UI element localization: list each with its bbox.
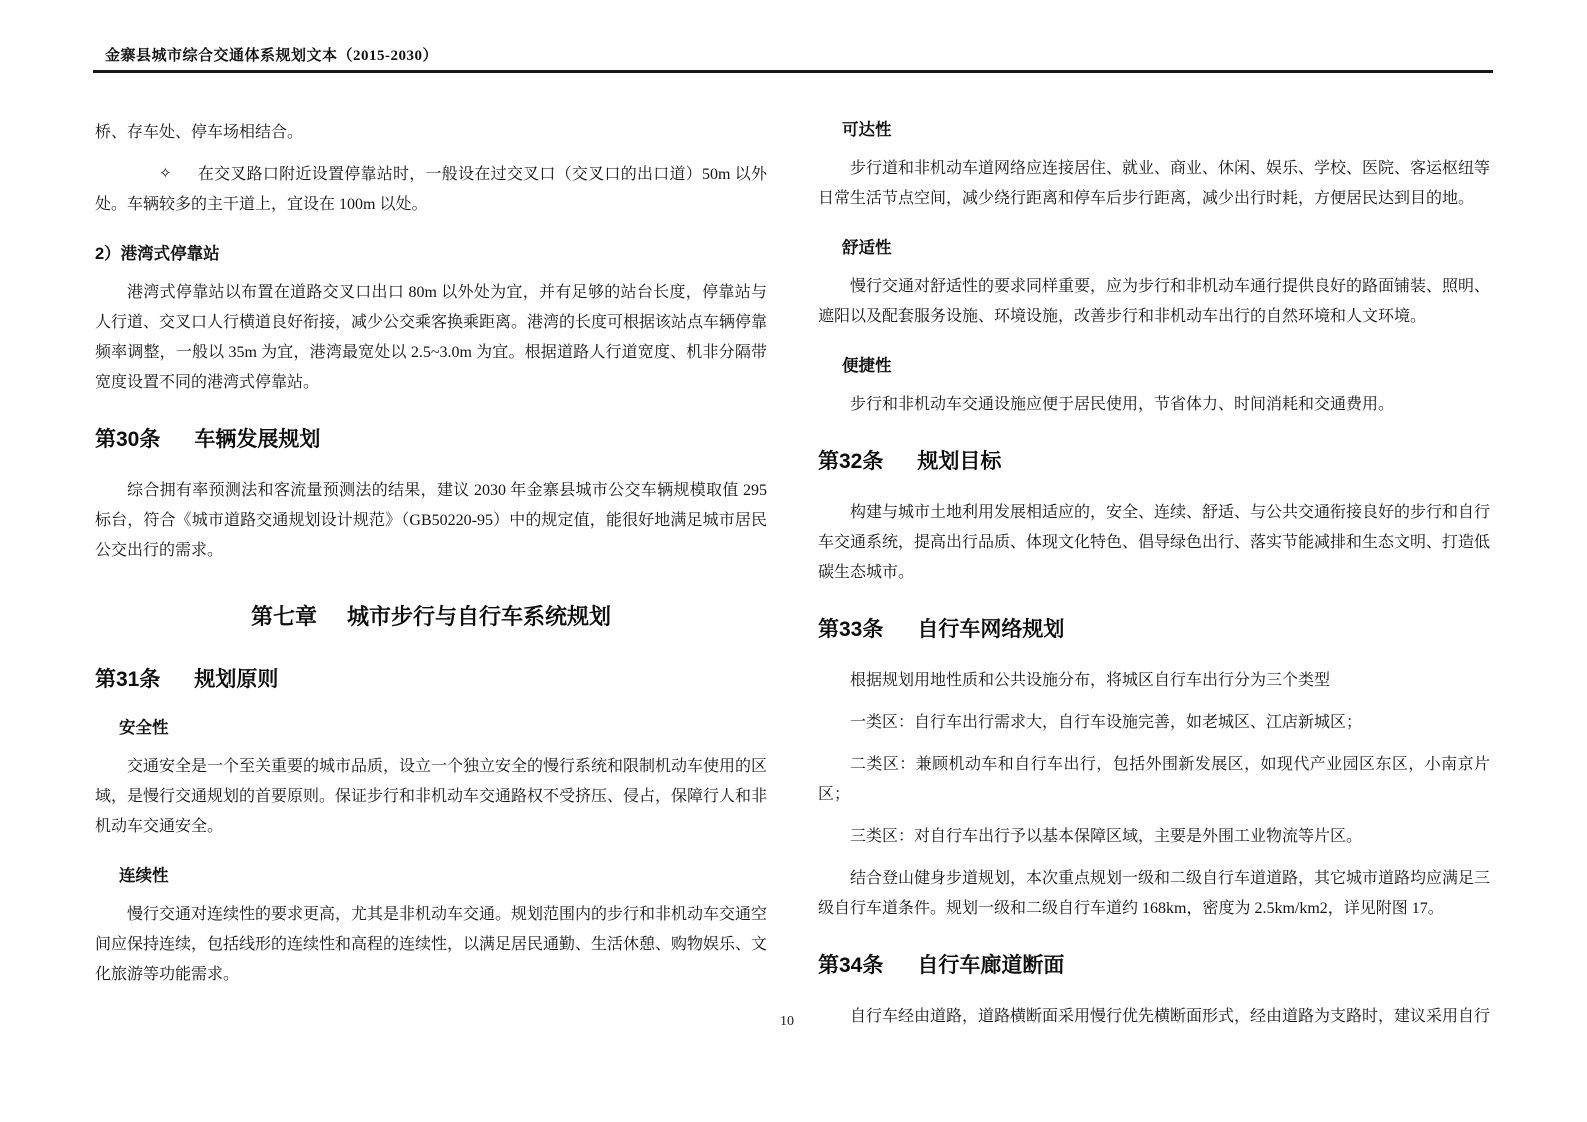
article-heading-33 bbox=[818, 616, 1490, 644]
paragraph-zone-3: 三类区：对自行车出行予以基本保障区域，主要是外围工业物流等片区。 bbox=[850, 828, 1363, 845]
page-number: 10 bbox=[780, 1014, 794, 1029]
subheading-safety: 安全性 bbox=[119, 719, 169, 737]
chapter-heading-7 bbox=[95, 602, 767, 632]
article-title: 自行车网络规划 bbox=[917, 618, 1065, 641]
article-title: 规划原则 bbox=[194, 668, 279, 691]
paragraph-article-30: 综合拥有率预测法和客流量预测法的结果，建议 2030 年金寨县城市公交车辆规模取值 295 标台，符合《城市道路交通规划设计规范》（GB50220-95）中的规定值，能很好地满足城市居民公交出行的需求。 bbox=[95, 482, 767, 559]
article-number: 第33条 bbox=[818, 618, 884, 641]
subheading-convenience: 便捷性 bbox=[842, 357, 892, 375]
paragraph-harbor-stop: 港湾式停靠站以布置在道路交叉口出口 80m 以外处为宜，并有足够的站台长度，停靠站与人行道、交叉口人行横道良好衔接，减少公交乘客换乘距离。港湾的长度可根据该站点车辆停靠频率调整，一般以 35m 为宜，港湾最宽处以 2.5~3.0m 为宜。根据道路人行道宽度、机非分隔带宽度设置不同的港湾式停靠站。 bbox=[95, 284, 768, 391]
document-title: 金寨县城市综合交通体系规划文本（2015-2030） bbox=[105, 48, 438, 64]
article-heading-31 bbox=[95, 666, 767, 694]
paragraph-article-34: 自行车经由道路，道路横断面采用慢行优先横断面形式，经由道路为支路时，建议采用自行 bbox=[850, 1008, 1491, 1025]
article-number: 第32条 bbox=[818, 450, 884, 473]
article-number: 第31条 bbox=[95, 668, 161, 691]
paragraph-safety: 交通安全是一个至关重要的城市品质，设立一个独立安全的慢行系统和限制机动车使用的区域，是慢行交通规划的首要原则。保证步行和非机动车交通路权不受挤压、侵占，保障行人和非机动车交通安全。 bbox=[95, 758, 768, 835]
paragraph-article-33-intro: 根据规划用地性质和公共设施分布，将城区自行车出行分为三个类型 bbox=[850, 672, 1331, 689]
subheading-accessibility: 可达性 bbox=[842, 121, 892, 139]
subheading-continuity: 连续性 bbox=[119, 867, 169, 885]
diamond-bullet-icon: ✧ bbox=[159, 166, 172, 182]
paragraph-intro-fragment: 桥、存车处、停车场相结合。 bbox=[95, 124, 304, 141]
article-heading-32 bbox=[818, 448, 1490, 476]
right-column bbox=[818, 112, 1490, 1032]
paragraph-continuity: 慢行交通对连续性的要求更高，尤其是非机动车交通。规划范围内的步行和非机动车交通空间应保持连续，包括线形的连续性和高程的连续性，以满足居民通勤、生活休憩、购物娱乐、文化旅游等功能需求。 bbox=[95, 906, 768, 983]
paragraph-article-32: 构建与城市土地利用发展相适应的，安全、连续、舒适、与公共交通衔接良好的步行和自行车交通系统，提高出行品质、体现文化特色、倡导绿色出行、落实节能减排和生态文明、打造低碳生态城市。 bbox=[818, 504, 1491, 581]
chapter-title: 城市步行与自行车系统规划 bbox=[347, 604, 612, 629]
article-title: 规划目标 bbox=[917, 450, 1002, 473]
paragraph-zone-1: 一类区：自行车出行需求大，自行车设施完善，如老城区、江店新城区； bbox=[850, 714, 1363, 731]
bullet-paragraph bbox=[95, 160, 767, 220]
bullet-paragraph-text: 在交叉路口附近设置停靠站时，一般设在过交叉口（交叉口的出口道）50m 以外处。车辆较多的主干道上，宜设在 100m 以处。 bbox=[95, 166, 767, 213]
left-column bbox=[95, 112, 767, 990]
paragraph-article-33-summary: 结合登山健身步道规划，本次重点规划一级和二级自行车道道路，其它城市道路均应满足三级自行车道条件。规划一级和二级自行车道约 168km，密度为 2.5km/km2，详见附图 17。 bbox=[818, 870, 1491, 917]
page-footer bbox=[0, 1014, 1574, 1030]
article-heading-34 bbox=[818, 952, 1490, 980]
paragraph-convenience: 步行和非机动车交通设施应便于居民使用，节省体力、时间消耗和交通费用。 bbox=[850, 396, 1395, 413]
paragraph-comfort: 慢行交通对舒适性的要求同样重要，应为步行和非机动车通行提供良好的路面铺装、照明、遮阳以及配套服务设施、环境设施，改善步行和非机动车出行的自然环境和人文环境。 bbox=[818, 278, 1491, 325]
article-number: 第30条 bbox=[95, 428, 161, 451]
paragraph-accessibility: 步行道和非机动车道网络应连接居住、就业、商业、休闲、娱乐、学校、医院、客运枢纽等日常生活节点空间，减少绕行距离和停车后步行距离，减少出行时耗，方便居民达到目的地。 bbox=[818, 160, 1491, 207]
page-header bbox=[93, 44, 1493, 73]
article-heading-30 bbox=[95, 426, 767, 454]
article-number: 第34条 bbox=[818, 954, 884, 977]
chapter-number: 第七章 bbox=[250, 604, 317, 629]
subheading-harbor-stop: 2）港湾式停靠站 bbox=[95, 245, 220, 263]
article-title: 自行车廊道断面 bbox=[917, 954, 1065, 977]
subheading-comfort: 舒适性 bbox=[842, 239, 892, 257]
article-title: 车辆发展规划 bbox=[194, 428, 321, 451]
paragraph-zone-2: 二类区：兼顾机动车和自行车出行，包括外围新发展区，如现代产业园区东区，小南京片区； bbox=[818, 756, 1490, 803]
